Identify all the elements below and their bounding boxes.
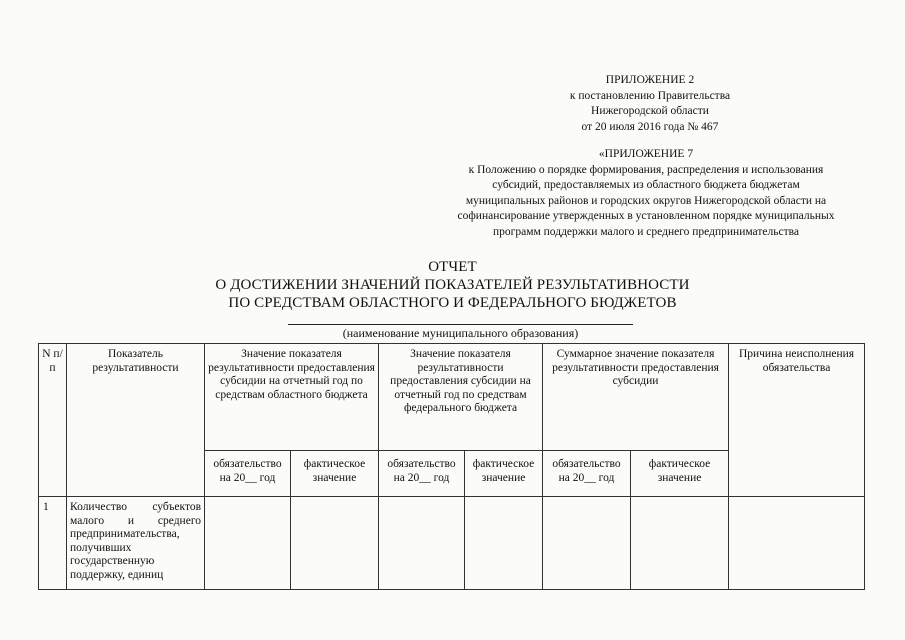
appendix-7-line: к Положению о порядке формирования, распределения и использования (468, 163, 824, 176)
subheader-actual: фактическое значение (291, 451, 379, 497)
cell-total-actual (631, 497, 729, 590)
subheader-obligation: обязательство на 20__ год (379, 451, 465, 497)
appendix-2-line: Нижегородской области (591, 105, 709, 117)
appendix-7-line: программ поддержки малого и среднего предпринимательства (492, 225, 799, 238)
appendix-2-line: ПРИЛОЖЕНИЕ 2 (605, 74, 695, 86)
appendix-2-line: от 20 июля 2016 года № 467 (581, 120, 719, 133)
cell-federal-actual (465, 497, 543, 590)
appendix-7-line: муниципальных районов и городских округов Нижегородской области на (465, 194, 827, 207)
appendix-7-line: софинансирование утвержденных в установленном порядке муниципальных (457, 210, 835, 222)
header-indicator: Показатель результативности (67, 344, 205, 497)
appendix-2-header (520, 73, 780, 135)
appendix-7-line: «ПРИЛОЖЕНИЕ 7 (598, 148, 694, 160)
report-title-line: ПО СРЕДСТВАМ ОБЛАСТНОГО И ФЕДЕРАЛЬНОГО БЮДЖЕТОВ (228, 295, 677, 311)
subheader-actual: фактическое значение (631, 451, 729, 497)
report-title-line: ОТЧЕТ (428, 259, 477, 275)
row-number: 1 (39, 497, 67, 590)
header-reason: Причина неисполнения обязательства (729, 344, 865, 497)
municipality-caption: (наименование муниципального образования) (342, 326, 579, 340)
cell-regional-obligation (205, 497, 291, 590)
subheader-actual: фактическое значение (465, 451, 543, 497)
header-row (39, 344, 865, 451)
subheader-obligation: обязательство на 20__ год (543, 451, 631, 497)
appendix-2-line: к постановлению Правительства (569, 89, 731, 102)
header-federal-budget: Значение показателя результативности предоставления субсидии на отчетный год по средствам федерального бюджета (379, 344, 543, 451)
header-regional-budget: Значение показателя результативности предоставления субсидии на отчетный год по средствам областного бюджета (205, 344, 379, 451)
table-row (39, 497, 865, 590)
subheader-obligation: обязательство на 20__ год (205, 451, 291, 497)
report-title-line: О ДОСТИЖЕНИИ ЗНАЧЕНИЙ ПОКАЗАТЕЛЕЙ РЕЗУЛЬТАТИВНОСТИ (215, 277, 690, 293)
cell-regional-actual (291, 497, 379, 590)
cell-reason (729, 497, 865, 590)
header-total-value: Суммарное значение показателя результативности предоставления субсидии (543, 344, 729, 451)
appendix-7-header (405, 147, 887, 240)
appendix-7-line: субсидий, предоставляемых из областного бюджета бюджетам (492, 179, 800, 191)
row-indicator: Количество субъектов малого и среднего предпринимательства, получивших государственную поддержку, единиц (67, 497, 205, 590)
report-table (38, 343, 865, 590)
cell-total-obligation (543, 497, 631, 590)
cell-federal-obligation (379, 497, 465, 590)
header-num: N п/п (39, 344, 67, 497)
report-title (180, 258, 725, 312)
